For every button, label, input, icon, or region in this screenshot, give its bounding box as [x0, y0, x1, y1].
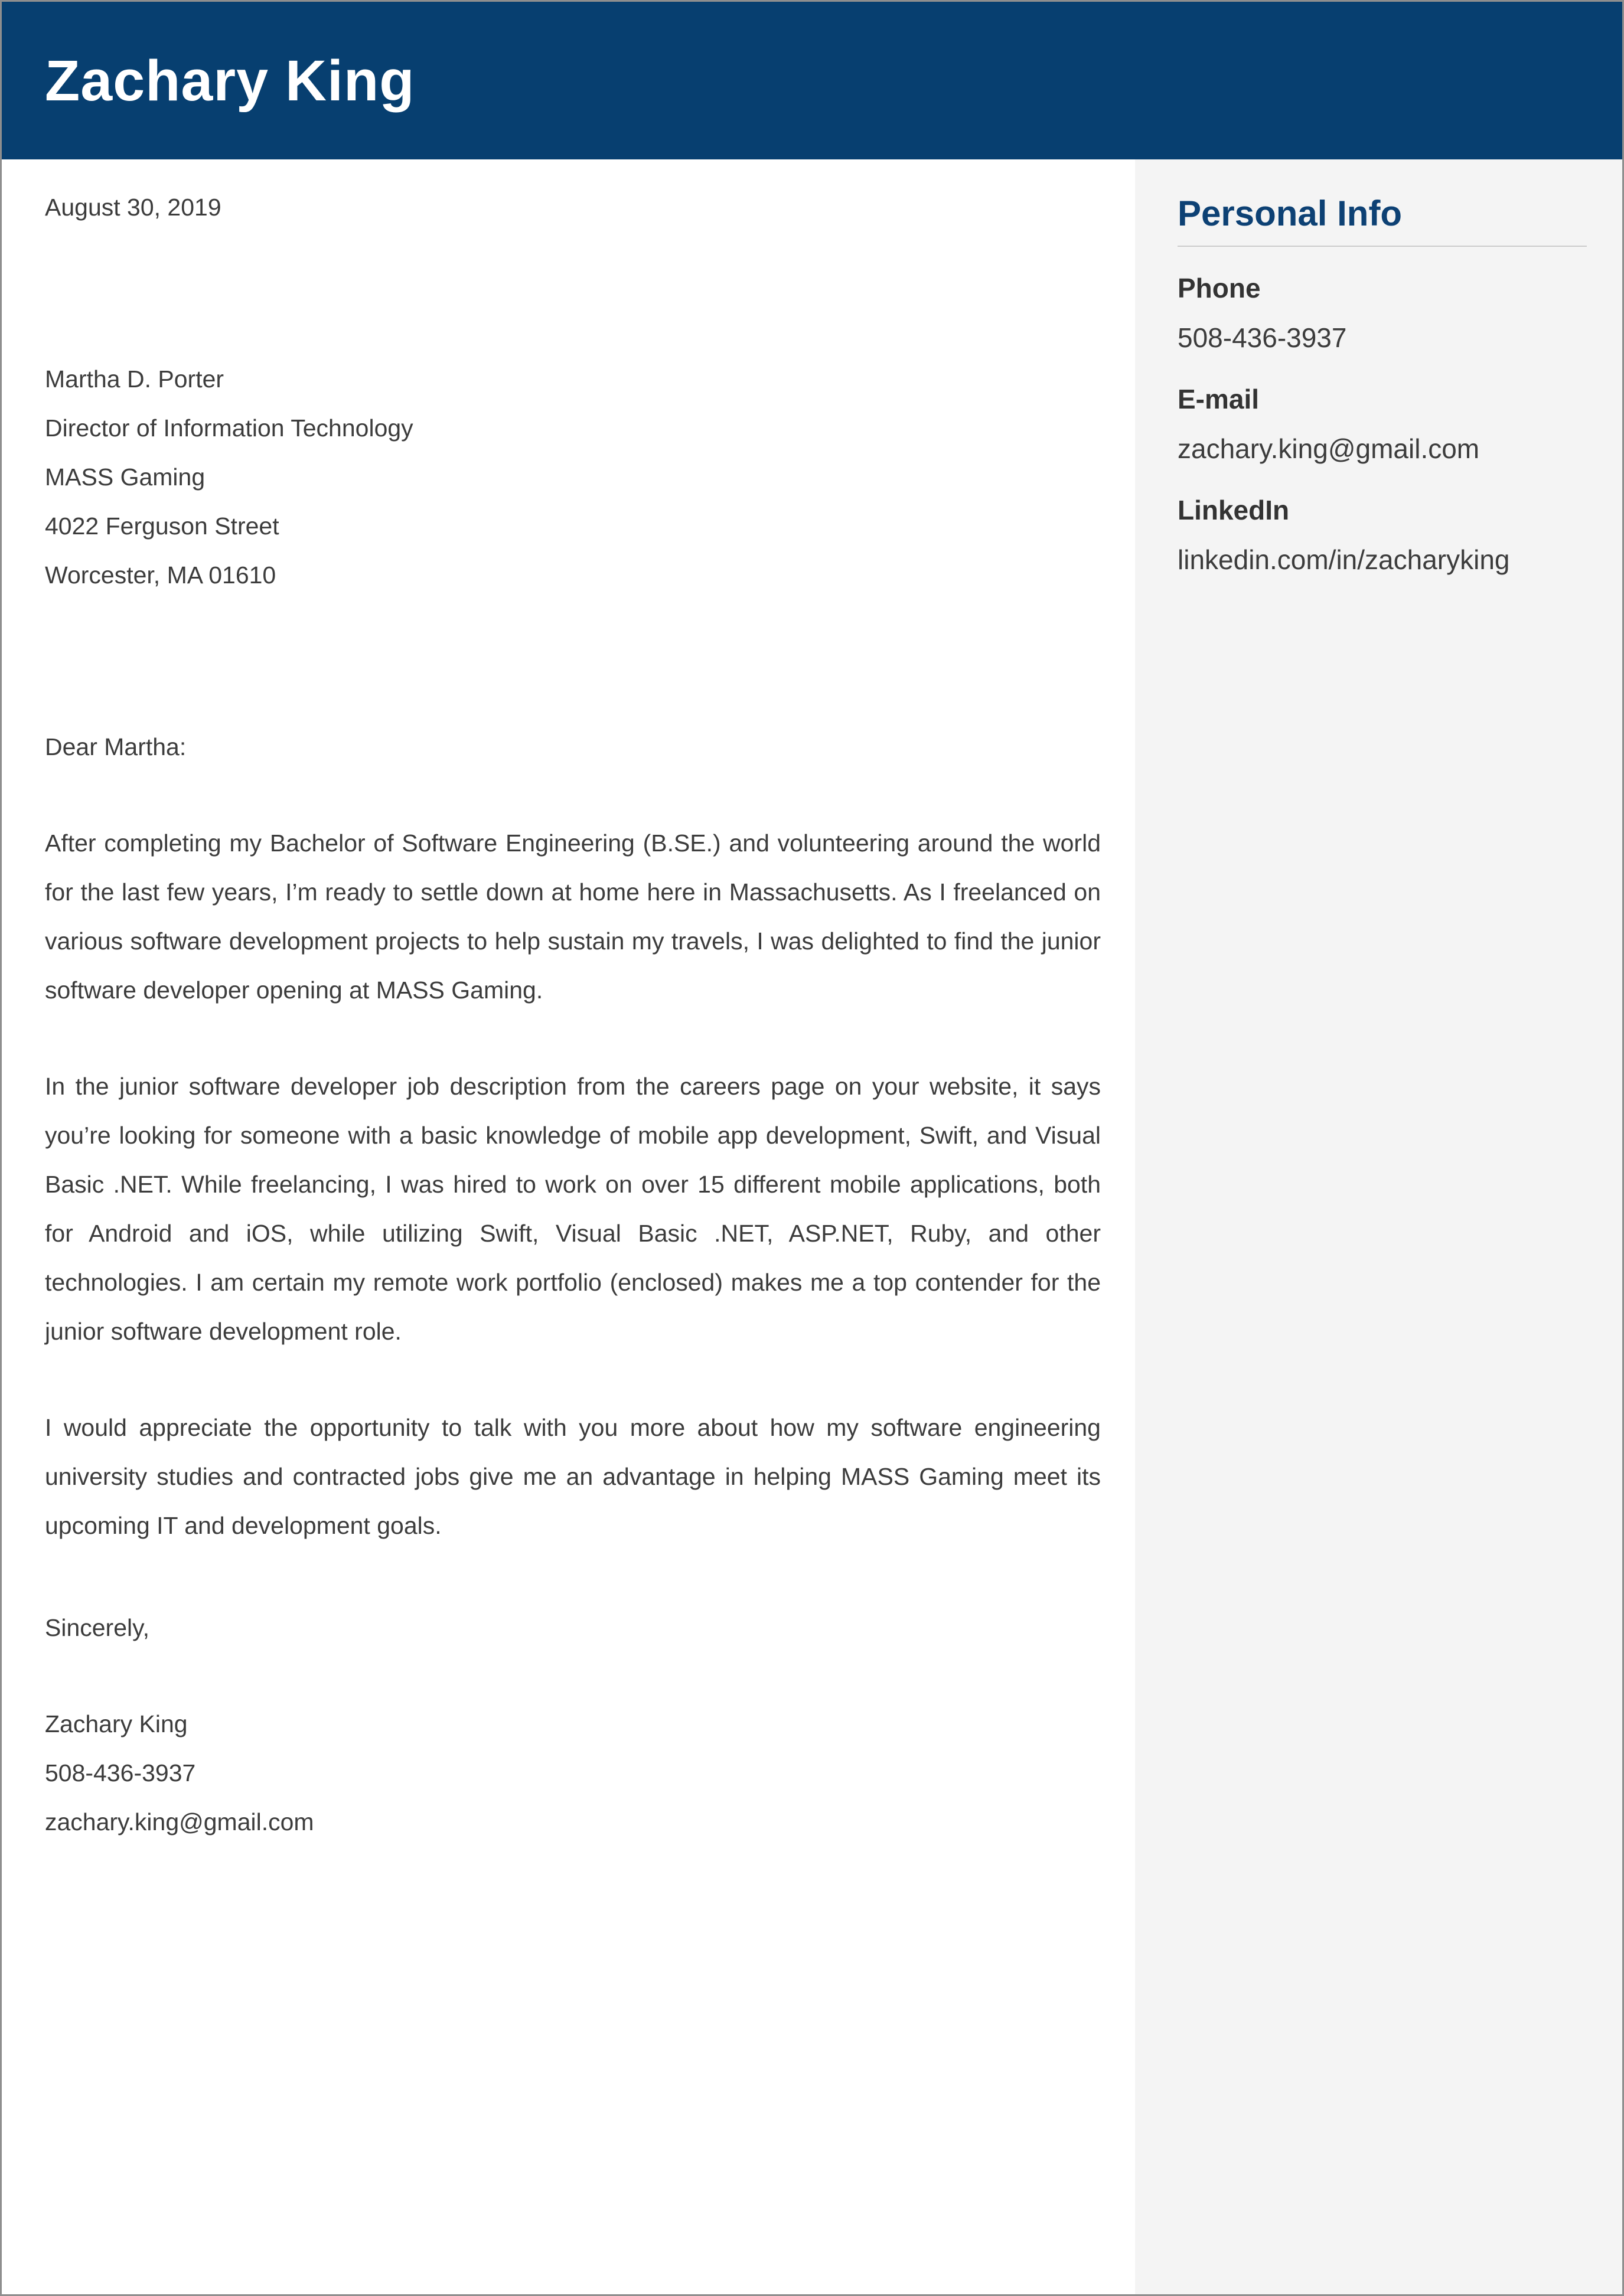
recipient-line: 4022 Ferguson Street — [45, 512, 279, 540]
contact-group-phone — [1178, 263, 1587, 362]
sidebar — [1135, 159, 1622, 2294]
letter-paragraph: In the junior software developer job description from the careers page on your website, it says you’re looking for someone with a basic knowledge of mobile app development, Swift, and Visual Basic .NET. While freelancing, I was hired to work on over 15 different mobile applications, both for Android and iOS, while utilizing Swift, Visual Basic .NET, ASP.NET, Ruby, and other technologies. I am certain my remote work portfolio (enclosed) makes me a top contender for the junior software development role. — [45, 1073, 1101, 1345]
contact-value: zachary.king@gmail.com — [1178, 433, 1480, 464]
letter-date: August 30, 2019 — [45, 194, 221, 221]
sidebar-title: Personal Info — [1178, 194, 1403, 233]
signature-email: zachary.king@gmail.com — [45, 1808, 314, 1836]
applicant-name: Zachary King — [45, 48, 415, 113]
letter-paragraph: After completing my Bachelor of Software Engineering (B.SE.) and volunteering around the world for the last few years, I’m ready to settle down at home here in Massachusetts. As I freelanced on various software development projects to help sustain my travels, I was delighted to find the junior software developer opening at MASS Gaming. — [45, 829, 1101, 1004]
header-banner — [2, 2, 1622, 159]
sidebar-divider — [1178, 246, 1587, 247]
signature-name: Zachary King — [45, 1710, 188, 1737]
page-content — [2, 159, 1622, 2294]
contact-group-email — [1178, 374, 1587, 473]
letter-paragraph: I would appreciate the opportunity to talk with you more about how my software engineering university studies and contracted jobs give me an advantage in helping MASS Gaming meet its upcoming IT and development goals. — [45, 1414, 1101, 1539]
recipient-line: Director of Information Technology — [45, 414, 413, 442]
contact-group-linkedin — [1178, 485, 1587, 584]
contact-value: linkedin.com/in/zacharyking — [1178, 544, 1510, 575]
signature-block — [45, 1700, 1101, 1847]
salutation: Dear Martha: — [45, 733, 187, 760]
recipient-address — [45, 355, 1101, 600]
recipient-line: Worcester, MA 01610 — [45, 561, 276, 589]
contact-label: E-mail — [1178, 384, 1260, 414]
contact-label: LinkedIn — [1178, 495, 1290, 525]
signature-phone: 508-436-3937 — [45, 1759, 196, 1786]
recipient-line: Martha D. Porter — [45, 365, 224, 393]
contact-value: 508-436-3937 — [1178, 322, 1347, 353]
recipient-line: MASS Gaming — [45, 463, 206, 491]
closing: Sincerely, — [45, 1614, 149, 1641]
contact-label: Phone — [1178, 273, 1261, 303]
letter-body — [2, 159, 1135, 2294]
